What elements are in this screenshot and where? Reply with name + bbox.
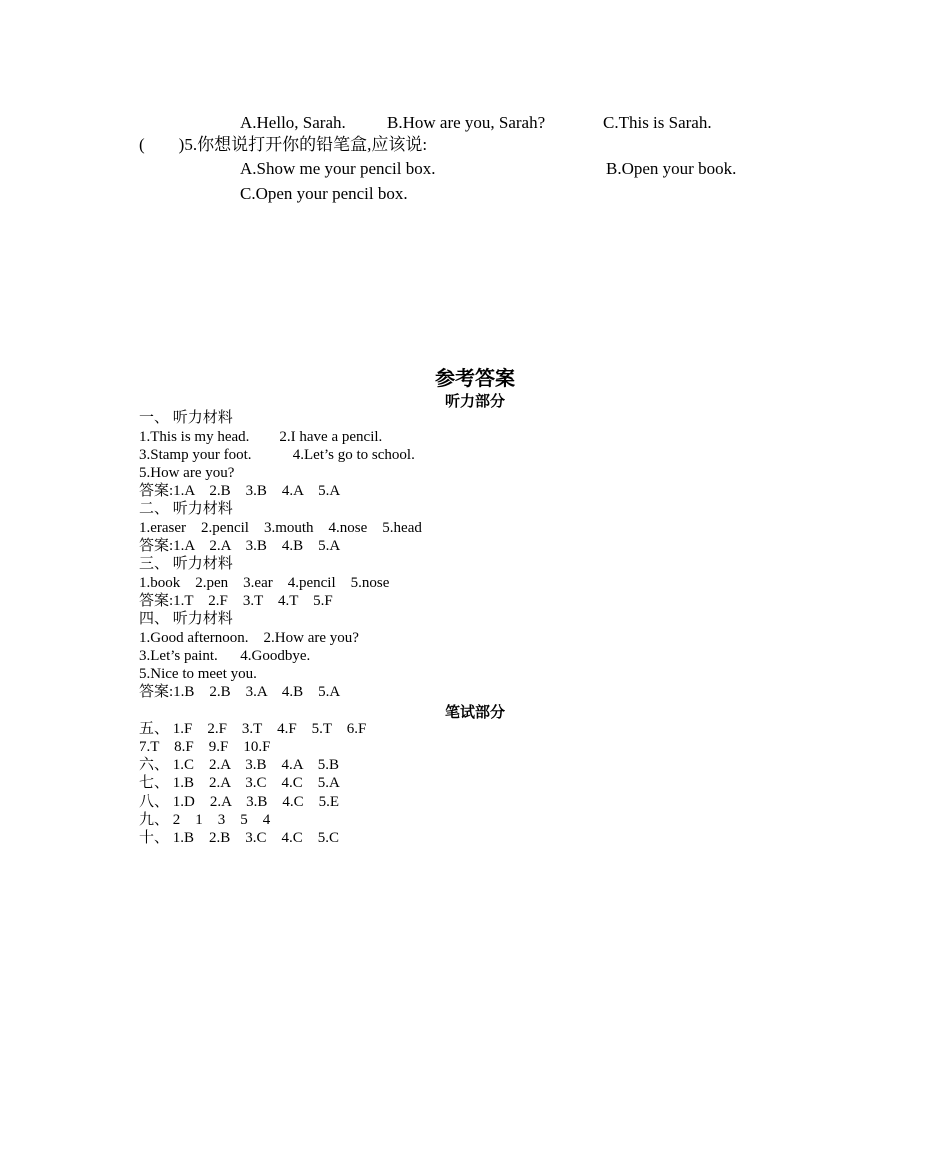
answer-line: 1.This is my head. 2.I have a pencil. xyxy=(139,429,383,445)
q5-option-b: B.Open your book. xyxy=(606,159,737,178)
answer-line: 1.Good afternoon. 2.How are you? xyxy=(139,630,359,646)
q4-option-b: B.How are you, Sarah? xyxy=(387,113,546,132)
answer-line: 1.eraser 2.pencil 3.mouth 4.nose 5.head xyxy=(139,520,422,536)
answer-line: 三、 听力材料 xyxy=(139,556,233,572)
q5-option-c: C.Open your pencil box. xyxy=(240,184,408,203)
answer-line: 答案:1.A 2.A 3.B 4.B 5.A xyxy=(139,538,341,554)
answer-line: 四、 听力材料 xyxy=(139,611,233,627)
answer-line: 5.Nice to meet you. xyxy=(139,666,257,682)
answer-line: 3.Let’s paint. 4.Goodbye. xyxy=(139,648,311,664)
answer-line: 二、 听力材料 xyxy=(139,501,233,517)
written-answer-line: 九、 2 1 3 5 4 xyxy=(139,812,271,828)
written-answer-line: 7.T 8.F 9.F 10.F xyxy=(139,739,271,755)
q5-option-a: A.Show me your pencil box. xyxy=(240,159,436,178)
answer-line: 答案:1.T 2.F 3.T 4.T 5.F xyxy=(139,593,333,609)
answer-line: 答案:1.A 2.B 3.B 4.A 5.A xyxy=(139,483,341,499)
written-answer-line: 十、 1.B 2.B 3.C 4.C 5.C xyxy=(139,830,340,846)
written-answer-line: 六、 1.C 2.A 3.B 4.A 5.B xyxy=(139,757,340,773)
written-header: 笔试部分 xyxy=(444,703,505,721)
answer-line: 1.book 2.pen 3.ear 4.pencil 5.nose xyxy=(139,575,390,591)
q5-prompt: ( )5.你想说打开你的铅笔盒,应该说: xyxy=(139,135,428,154)
written-answer-line: 八、 1.D 2.A 3.B 4.C 5.E xyxy=(139,794,340,810)
q4-option-c: C.This is Sarah. xyxy=(603,113,712,132)
answer-line: 一、 听力材料 xyxy=(139,410,233,426)
listening-header: 听力部分 xyxy=(444,392,505,410)
answer-line: 答案:1.B 2.B 3.A 4.B 5.A xyxy=(139,684,341,700)
answer-key-title: 参考答案 xyxy=(435,366,515,390)
written-answer-line: 七、 1.B 2.A 3.C 4.C 5.A xyxy=(139,775,340,791)
q4-option-a: A.Hello, Sarah. xyxy=(240,113,346,132)
answer-line: 5.How are you? xyxy=(139,465,235,481)
answer-line: 3.Stamp your foot. 4.Let’s go to school. xyxy=(139,447,415,463)
written-answer-line: 五、 1.F 2.F 3.T 4.F 5.T 6.F xyxy=(139,721,367,737)
